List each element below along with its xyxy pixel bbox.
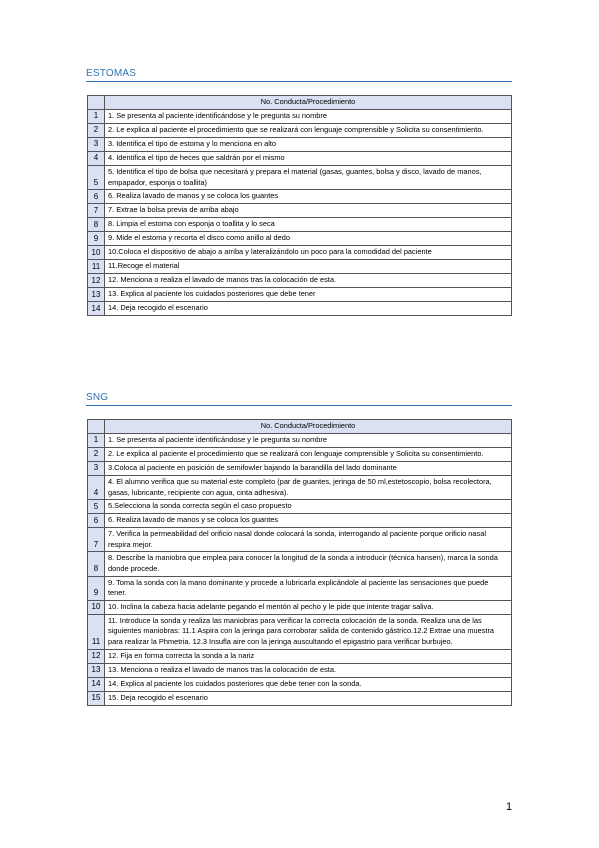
row-procedure-text: 3.Coloca al paciente en posición de semifowler bajando la barandilla del lado dominante	[105, 462, 512, 476]
row-procedure-text: 6. Realiza lavado de manos y se coloca los guantes	[105, 190, 512, 204]
row-number: 14	[88, 677, 105, 691]
row-number: 4	[88, 476, 105, 500]
estomas-table	[87, 95, 512, 316]
row-procedure-text: 7. Extrae la bolsa previa de arriba abajo	[105, 204, 512, 218]
table-row	[88, 246, 512, 260]
table-row	[88, 124, 512, 138]
row-procedure-text: 2. Le explica al paciente el procedimiento que se realizará con lenguaje comprensible y Solicita su consentimiento.	[105, 124, 512, 138]
table-row	[88, 204, 512, 218]
table-row	[88, 288, 512, 302]
row-number: 4	[88, 152, 105, 166]
table-row	[88, 649, 512, 663]
section-rule-estomas	[86, 81, 512, 82]
row-number: 15	[88, 691, 105, 705]
row-number: 7	[88, 204, 105, 218]
row-procedure-text: 5. Identifica el tipo de bolsa que necesitará y prepara el material (gasas, guantes, bolsa y disco, lavado de manos, empapador, esponja o toallita)	[105, 166, 512, 190]
row-procedure-text: 10. Inclina la cabeza hacia adelante pegando el mentón al pecho y le pide que intente tragar saliva.	[105, 600, 512, 614]
table-row	[88, 166, 512, 190]
table-row	[88, 110, 512, 124]
row-procedure-text: 5.Selecciona la sonda correcta según el caso propuesto	[105, 500, 512, 514]
table-row	[88, 528, 512, 552]
row-procedure-text: 13. Menciona o realiza el lavado de manos tras la colocación de esta.	[105, 663, 512, 677]
table-row	[88, 462, 512, 476]
table-header-number	[88, 420, 105, 434]
row-procedure-text: 13. Explica al paciente los cuidados posteriores que debe tener	[105, 288, 512, 302]
row-number: 2	[88, 448, 105, 462]
row-procedure-text: 12. Fija en forma correcta la sonda a la nariz	[105, 649, 512, 663]
row-procedure-text: 6. Realiza lavado de manos y se coloca los guantes	[105, 514, 512, 528]
table-row	[88, 434, 512, 448]
table-row	[88, 218, 512, 232]
row-procedure-text: 10.Coloca el dispositivo de abajo a arriba y lateralizándolo un poco para la comodidad del paciente	[105, 246, 512, 260]
row-procedure-text: 4. Identifica el tipo de heces que saldrán por el mismo	[105, 152, 512, 166]
row-procedure-text: 14. Explica al paciente los cuidados posteriores que debe tener con la sonda.	[105, 677, 512, 691]
table-row	[88, 576, 512, 600]
table-row	[88, 600, 512, 614]
table-row	[88, 138, 512, 152]
table-row	[88, 500, 512, 514]
row-procedure-text: 12. Menciona o realiza el lavado de manos tras la colocación de esta.	[105, 274, 512, 288]
row-number: 8	[88, 218, 105, 232]
row-number: 12	[88, 274, 105, 288]
row-number: 6	[88, 514, 105, 528]
row-number: 9	[88, 232, 105, 246]
table-row	[88, 260, 512, 274]
table-row	[88, 677, 512, 691]
section-rule-sng	[86, 405, 512, 406]
row-procedure-text: 1. Se presenta al paciente identificándose y le pregunta su nombre	[105, 434, 512, 448]
row-number: 14	[88, 302, 105, 316]
section-title-sng: SNG	[86, 392, 109, 403]
table-header-number	[88, 96, 105, 110]
row-number: 7	[88, 528, 105, 552]
row-number: 1	[88, 110, 105, 124]
row-procedure-text: 9. Mide el estoma y recorta el disco como anillo al dedo	[105, 232, 512, 246]
table-row	[88, 274, 512, 288]
row-number: 3	[88, 462, 105, 476]
row-number: 10	[88, 600, 105, 614]
page-number: 1	[506, 801, 513, 813]
row-number: 11	[88, 614, 105, 649]
row-procedure-text: 1. Se presenta al paciente identificándose y le pregunta su nombre	[105, 110, 512, 124]
table-row	[88, 232, 512, 246]
table-header-procedure: No. Conducta/Procedimiento	[105, 420, 512, 434]
row-procedure-text: 14. Deja recogido el escenario	[105, 302, 512, 316]
table-row	[88, 614, 512, 649]
table-row	[88, 152, 512, 166]
row-number: 13	[88, 663, 105, 677]
table-header-procedure: No. Conducta/Procedimiento	[105, 96, 512, 110]
row-procedure-text: 4. El alumno verifica que su material este completo (par de guantes, jeringa de 50 ml,estetoscopio, bolsa recolectora, gasas, lubricante, recipiente con agua, cinta adhesiva).	[105, 476, 512, 500]
row-procedure-text: 8. Describe la maniobra que emplea para conocer la longitud de la sonda a introducir (técnica hansen), marca la sonda donde procede.	[105, 552, 512, 576]
row-number: 1	[88, 434, 105, 448]
row-number: 13	[88, 288, 105, 302]
row-procedure-text: 3. Identifica el tipo de estoma y lo menciona en alto	[105, 138, 512, 152]
row-number: 10	[88, 246, 105, 260]
row-number: 8	[88, 552, 105, 576]
row-number: 9	[88, 576, 105, 600]
table-row	[88, 448, 512, 462]
sng-table	[87, 419, 512, 706]
row-number: 3	[88, 138, 105, 152]
row-number: 5	[88, 500, 105, 514]
row-procedure-text: 11.Recoge el material	[105, 260, 512, 274]
table-row	[88, 663, 512, 677]
row-procedure-text: 15. Deja recogido el escenario	[105, 691, 512, 705]
section-title-estomas: ESTOMAS	[86, 68, 137, 79]
row-number: 11	[88, 260, 105, 274]
row-procedure-text: 9. Toma la sonda con la mano dominante y procede a lubricarla explicándole al paciente las sensaciones que puede tener.	[105, 576, 512, 600]
row-number: 5	[88, 166, 105, 190]
table-row	[88, 514, 512, 528]
row-number: 2	[88, 124, 105, 138]
table-row	[88, 302, 512, 316]
row-number: 12	[88, 649, 105, 663]
row-procedure-text: 2. Le explica al paciente el procedimiento que se realizará con lenguaje comprensible y Solicita su consentimiento.	[105, 448, 512, 462]
row-procedure-text: 11. Introduce la sonda y realiza las maniobras para verificar la correcta colocación de la sonda. Realiza una de las siguientes maniobras: 11.1 Aspira con la jeringa para corroborar salida de contenido gástrico.12.2 Extrae una muestra para realizar la Phmetria. 12.3 Insufla aire con la jeringa auscultando el epigastrio para verificar burbujeo.	[105, 614, 512, 649]
table-row	[88, 476, 512, 500]
row-procedure-text: 7. Verifica la permeabilidad del orificio nasal donde colocará la sonda, interrogando al paciente porque orificio nasal respira mejor.	[105, 528, 512, 552]
table-row	[88, 190, 512, 204]
row-number: 6	[88, 190, 105, 204]
table-row	[88, 552, 512, 576]
table-row	[88, 691, 512, 705]
row-procedure-text: 8. Limpia el estoma con esponja o toallita y lo seca	[105, 218, 512, 232]
